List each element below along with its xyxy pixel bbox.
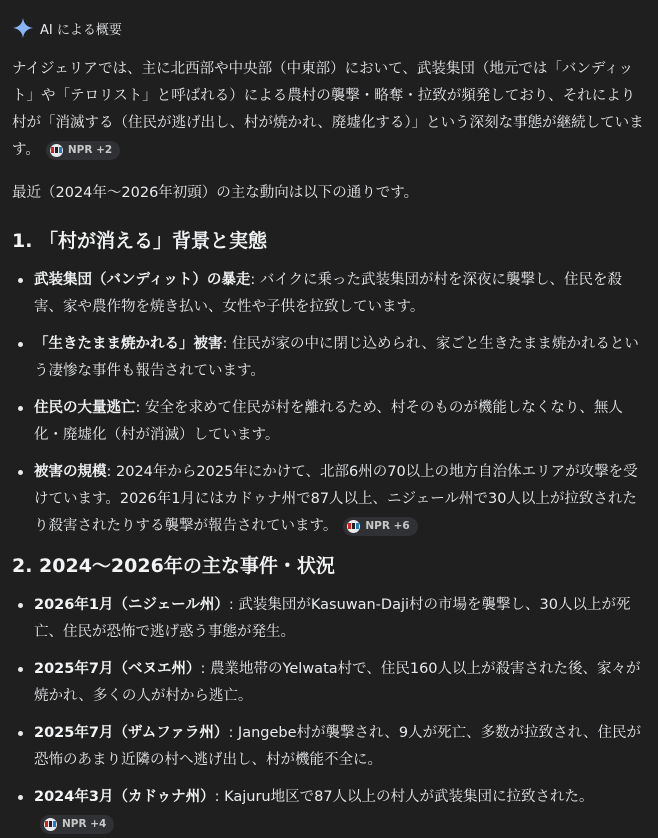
item-text: : バイクに乗った武装集団が村を深夜に襲撃し、住民を殺害、家や農作物を焼き払い、女性や子供を拉致しています。 — [34, 272, 623, 315]
item-title: 2025年7月（ベヌエ州） — [34, 661, 201, 677]
list-item — [12, 267, 646, 321]
list-item — [12, 395, 646, 449]
item-title: 被害の規模 — [34, 464, 107, 480]
item-text: : Jangebe村が襲撃され、9人が死亡、多数が拉致され、住民が恐怖のあまり近隣の村へ逃げ出し、村が機能不全に。 — [34, 725, 641, 768]
list-item — [12, 720, 646, 774]
ai-overview-label: AI による概要 — [40, 22, 122, 38]
npr-logo-icon — [347, 520, 360, 533]
item-text: : 2024年から2025年にかけて、北部6州の70以上の地方自治体エリアが攻撃を受けています。2026年1月にはカドゥナ州で87人以上、ニジェール州で30人以上が拉致されたり殺害されたりする襲撃が報告されています。 — [34, 464, 638, 534]
item-text: : 住民が家の中に閉じ込められ、家ごと生きたまま焼かれるという凄惨な事件も報告されています。 — [34, 336, 639, 379]
source-chip[interactable] — [343, 517, 417, 536]
source-chip-label: NPR +6 — [365, 519, 410, 532]
intro-text: ナイジェリアでは、主に北西部や中央部（中東部）において、武装集団（地元では「バンディット」や「テロリスト」と呼ばれる）による農村の襲撃・略奪・拉致が頻発しており、それにより村が「消滅する（住民が逃げ出し、村が焼かれ、廃墟化する）」という深刻な事態が継続しています。 — [12, 61, 644, 158]
intro-paragraph — [12, 56, 646, 164]
sparkle-icon — [12, 17, 34, 39]
section1-list — [12, 267, 646, 540]
section2-heading: 2. 2024～2026年の主な事件・状況 — [12, 555, 335, 577]
trend-intro: 最近（2024年～2026年初頭）の主な動向は以下の通りです。 — [12, 185, 419, 201]
source-chip-label: NPR +2 — [67, 143, 113, 156]
section1-heading: 1. 「村が消える」背景と実態 — [12, 230, 268, 252]
item-title: 住民の大量逃亡 — [34, 400, 136, 416]
item-title: 武装集団（バンディット）の暴走 — [34, 272, 251, 288]
source-chip-label: NPR +4 — [62, 817, 107, 830]
item-text: : 安全を求めて住民が村を離れるため、村そのものが機能しなくなり、無人化・廃墟化（村が消滅）しています。 — [34, 400, 623, 443]
list-item — [12, 459, 646, 540]
item-title: 2026年1月（ニジェール州） — [34, 597, 229, 613]
item-text: : Kajuru地区で87人以上の村人が武装集団に拉致された。 — [214, 789, 594, 805]
item-title: 「生きたまま焼かれる」被害 — [34, 336, 223, 352]
list-item — [12, 331, 646, 385]
item-title: 2025年7月（ザムファラ州） — [34, 725, 229, 741]
item-title: 2024年3月（カドゥナ州） — [34, 789, 215, 805]
npr-logo-icon — [50, 144, 63, 157]
item-text: : 農業地帯のYelwata村で、住民160人以上が殺害された後、家々が焼かれ、多くの人が村から逃亡。 — [34, 661, 641, 704]
item-text: : 武装集団がKasuwan-Daji村の市場を襲撃し、30人以上が死亡、住民が恐怖で逃げ惑う事態が発生。 — [34, 597, 631, 640]
section2-list — [12, 592, 646, 838]
npr-logo-icon — [44, 818, 57, 831]
list-item — [12, 656, 646, 710]
list-item — [12, 592, 646, 646]
ai-overview-header — [12, 14, 646, 42]
source-chip[interactable] — [40, 815, 114, 834]
source-chip[interactable] — [46, 141, 120, 160]
list-item — [12, 784, 646, 838]
